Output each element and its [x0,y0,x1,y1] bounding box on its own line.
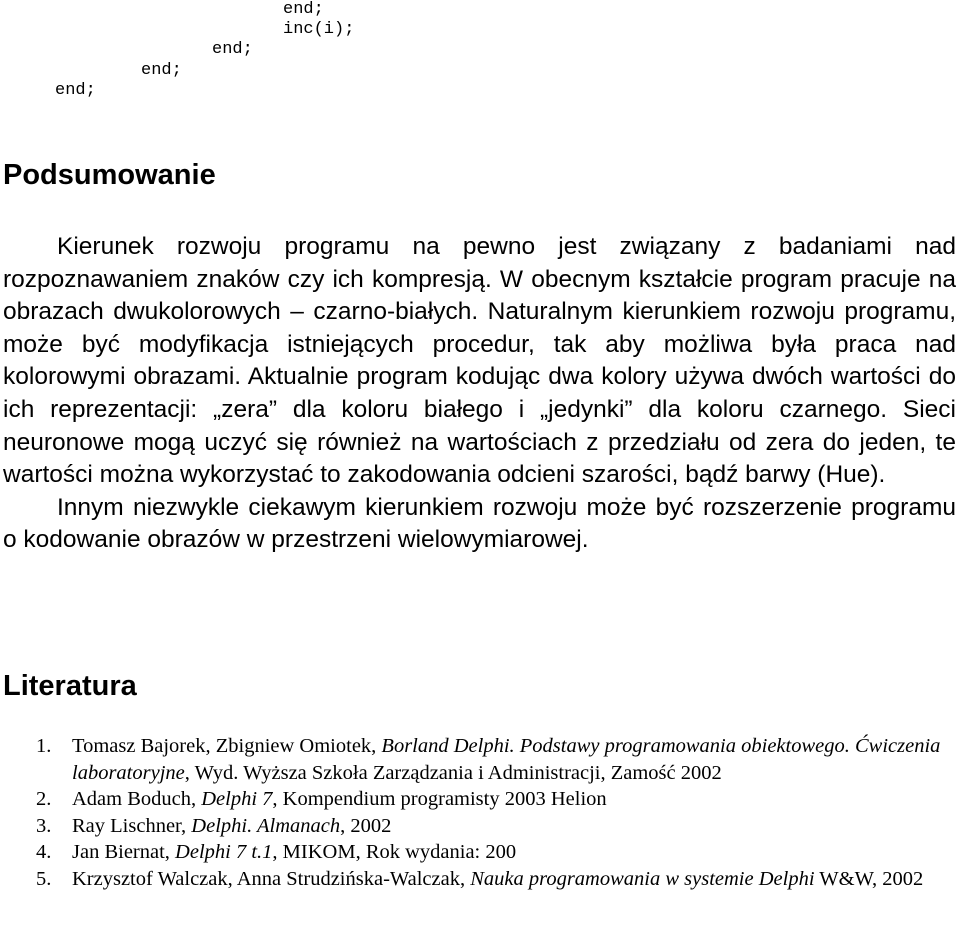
reference-details: W&W, 2002 [814,867,924,890]
reference-item [0,786,960,813]
reference-details: , MIKOM, Rok wydania: 200 [272,841,517,863]
reference-details: , 2002 [340,814,392,837]
reference-item [0,839,960,866]
reference-authors: Krzysztof Walczak, Anna Strudzińska-Walczak, [72,867,471,890]
code-line: end; [212,40,253,59]
summary-paragraph: Kierunek rozwoju programu na pewno jest związany z badaniami nad rozpoznawaniem znaków czy ich kompresją. W obecnym kształcie program pracuje na obrazach dwukolorowych – czarno-białych. Naturalnym kierunkiem rozwoju programu, może być modyfikacja istniejących procedur, tak aby możliwa była praca nad kolorowymi obrazami. Aktualnie program kodując dwa kolory używa dwóch wartości do ich reprezentacji: „zera” dla koloru białego i „jedynki” dla koloru czarnego. Sieci neuronowe mogą uczyć się również na wartościach z przedziału od zera do jeden, te wartości można wykorzystać to zakodowania odcieni szarości, bądź barwy (Hue). [3,233,956,489]
summary-paragraph: Innym niezwykle ciekawym kierunkiem rozwoju może być rozszerzenie programu o kodowanie obrazów w przestrzeni wielowymiarowej. [3,493,956,554]
reference-number: 5. [36,867,52,890]
code-line: end; [55,81,96,100]
reference-title: Borland Delphi. Podstawy programowania obiektowego. Ćwiczenia laboratoryjne [72,735,941,784]
code-line: end; [283,0,324,19]
reference-number: 4. [36,841,52,863]
reference-number: 3. [36,814,52,837]
reference-authors: Tomasz Bajorek, Zbigniew Omiotek, [72,735,382,757]
summary-body [3,231,956,557]
reference-number: 1. [36,735,52,757]
reference-item [0,733,960,786]
section-heading-literature: Literatura [3,670,137,702]
reference-title: Delphi 7 t.1 [175,841,273,863]
reference-title: Delphi. Almanach [191,814,341,837]
reference-title: Delphi 7 [201,788,273,810]
reference-title: Nauka programowania w systemie Delphi [470,867,815,890]
reference-details: , Kompendium programisty 2003 Helion [272,788,607,810]
reference-details: , Wyd. Wyższa Szkoła Zarządzania i Administracji, Zamość 2002 [184,761,722,784]
code-line: inc(i); [283,20,355,39]
reference-list [0,733,960,892]
reference-authors: Ray Lischner, [72,814,192,837]
reference-item [0,813,960,840]
reference-authors: Adam Boduch, [72,788,202,810]
code-line: end; [141,61,182,80]
reference-number: 2. [36,788,52,810]
reference-authors: Jan Biernat, [72,841,176,863]
section-heading-summary: Podsumowanie [3,159,216,191]
reference-item [0,866,960,892]
